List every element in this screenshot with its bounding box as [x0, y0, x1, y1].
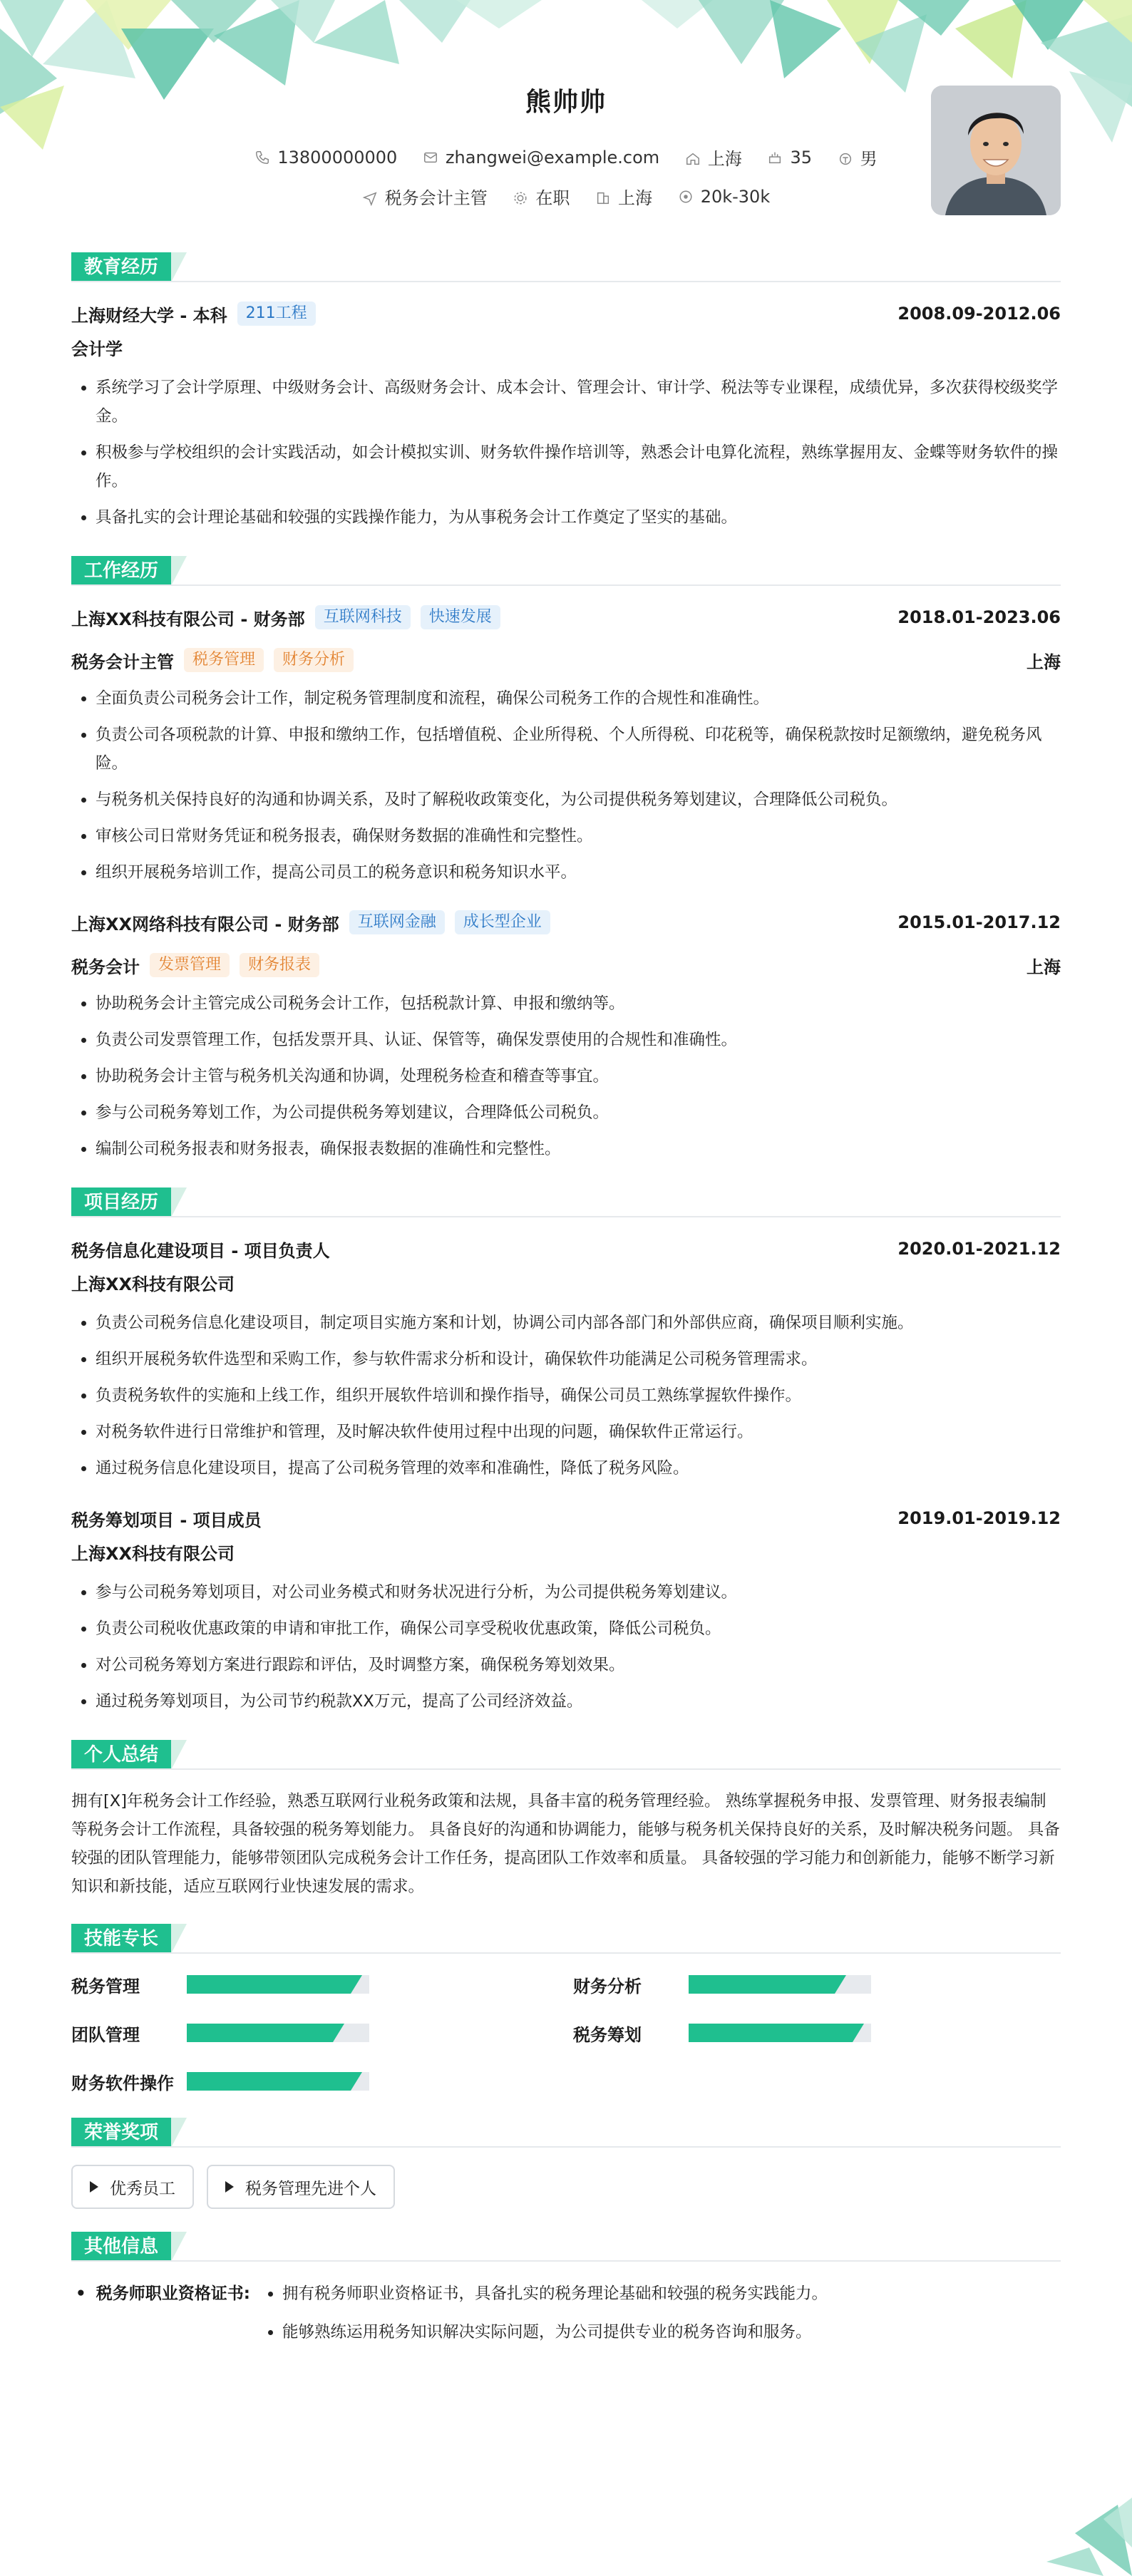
list-item: • 对公司税务筹划方案进行跟踪和评估，及时调整方案，确保税务筹划效果。 — [96, 1651, 1061, 1679]
company-tag: 互联网金融 — [349, 910, 445, 934]
gender-icon — [838, 151, 853, 167]
awards-list — [71, 2165, 1061, 2209]
education-period: 2008.09-2012.06 — [897, 304, 1061, 324]
section-title: 个人总结 — [71, 1740, 171, 1770]
list-item: • 全面负责公司税务会计工作，制定税务管理制度和流程，确保公司税务工作的合规性和准确性。 — [96, 684, 1061, 713]
work-bullets — [71, 989, 1061, 1163]
list-item: • 与税务机关保持良好的沟通和协调关系，及时了解税收政策变化，为公司提供税务筹划建议，合理降低公司税负。 — [96, 785, 1061, 814]
list-item: • 具备扎实的会计理论基础和较强的实践操作能力，为从事税务会计工作奠定了坚实的基础。 — [96, 503, 1061, 532]
project-bullets — [71, 1578, 1061, 1716]
company-tag: 快速发展 — [421, 605, 500, 629]
email-info: zhangwei@example.com — [423, 148, 659, 168]
summary-text: 拥有[X]年税务会计工作经验，熟悉互联网行业税务政策和法规，具备丰富的税务管理经验。 熟练掌握税务申报、发票管理、财务报表编制等税务会计工作流程，具备较强的税务筹划能力。 具备良好的沟通和协调能力，能够与税务机关保持良好的关系，及时解决税务问题。 具备较强的团队管理能力，能够带领团队完成税务会计工作任务，提高团队工作效率和质量。 具备较强的学习能力和创新能力，能够不断学习新知识和新技能，适应互联网行业快速发展的需求。 — [71, 1792, 1060, 1896]
work-section — [71, 553, 1061, 1163]
list-item: • 能够熟练运用税务知识解决实际问题，为公司提供专业的税务咨询和服务。 — [282, 2317, 1048, 2347]
age-info: 35 — [767, 148, 812, 168]
project-org: 上海XX科技有限公司 — [71, 1274, 235, 1294]
skills-section — [71, 1921, 1061, 2095]
list-item: • 通过税务信息化建设项目，提高了公司税务管理的效率和准确性，降低了税务风险。 — [96, 1454, 1061, 1483]
major: 会计学 — [71, 339, 123, 359]
list-item: • 负责公司发票管理工作，包括发票开具、认证、保管等，确保发票使用的合规性和准确性。 — [96, 1026, 1061, 1054]
section-header — [71, 1185, 1061, 1217]
work-entry — [71, 908, 1061, 1163]
company-tag: 互联网科技 — [315, 605, 411, 629]
list-item: • 参与公司税务筹划工作，为公司提供税务筹划建议，合理降低公司税负。 — [96, 1098, 1061, 1127]
skill-name: 税务筹划 — [573, 2024, 642, 2045]
skill-fill — [187, 2072, 351, 2091]
education-section — [71, 249, 1061, 532]
section-divider — [71, 1952, 1061, 1954]
work-period: 2018.01-2023.06 — [897, 607, 1061, 627]
section-header — [71, 1737, 1061, 1770]
skill-fill — [689, 2024, 853, 2042]
summary-section — [71, 1737, 1061, 1901]
skill-item — [573, 2019, 1061, 2046]
list-item: • 组织开展税务培训工作，提高公司员工的税务意识和税务知识水平。 — [96, 858, 1061, 887]
avatar — [931, 86, 1061, 215]
skill-fill — [187, 1975, 351, 1994]
building-icon — [595, 190, 611, 206]
section-title: 荣誉奖项 — [71, 2118, 171, 2148]
role-title: 税务会计主管 — [71, 651, 174, 672]
company-name: 上海XX科技有限公司 - 财务部 — [71, 609, 305, 629]
list-item: • 负责税务软件的实施和上线工作，组织开展软件培训和操作指导，确保公司员工熟练掌握软件操作。 — [96, 1381, 1061, 1410]
section-header — [71, 2229, 1061, 2262]
project-entry — [71, 1235, 1061, 1483]
candidate-name: 熊帅帅 — [525, 88, 607, 117]
list-item: • 协助税务会计主管与税务机关沟通和协调，处理税务检查和稽查等事宜。 — [96, 1062, 1061, 1091]
other-bullets — [264, 2279, 1048, 2356]
coin-icon — [678, 189, 694, 205]
send-icon — [362, 190, 378, 206]
education-bullets — [71, 373, 1061, 532]
skill-name: 财务软件操作 — [71, 2073, 174, 2093]
list-item: • 拥有税务师职业资格证书，具备扎实的税务理论基础和较强的税务实践能力。 — [282, 2279, 1048, 2309]
list-item: • 编制公司税务报表和财务报表，确保报表数据的准确性和完整性。 — [96, 1135, 1061, 1163]
list-item: • 积极参与学校组织的会计实践活动，如会计模拟实训、财务软件操作培训等，熟悉会计电算化流程，熟练掌握用友、金蝶等财务软件的操作。 — [96, 438, 1061, 495]
section-title: 技能专长 — [71, 1924, 171, 1954]
project-name: 税务筹划项目 - 项目成员 — [71, 1510, 262, 1530]
play-icon — [90, 2181, 98, 2193]
section-divider — [71, 281, 1061, 282]
mail-icon — [423, 150, 438, 165]
list-item: • 协助税务会计主管完成公司税务会计工作，包括税款计算、申报和缴纳等。 — [96, 989, 1061, 1018]
home-icon — [685, 151, 701, 167]
award-badge: 税务管理先进个人 — [207, 2165, 395, 2209]
hometown-info: 上海 — [685, 145, 742, 170]
phone-icon — [254, 150, 270, 165]
resume-content — [71, 249, 1061, 2376]
skill-fill — [689, 1975, 835, 1994]
skill-item — [71, 2019, 573, 2046]
list-item: • 系统学习了会计学原理、中级财务会计、高级财务会计、成本会计、管理会计、审计学、税法等专业课程，成绩优异，多次获得校级奖学金。 — [96, 373, 1061, 431]
work-location: 上海 — [1026, 651, 1061, 672]
list-item: • 参与公司税务筹划项目，对公司业务模式和财务状况进行分析，为公司提供税务筹划建议。 — [96, 1578, 1061, 1607]
projects-section — [71, 1185, 1061, 1716]
education-entry — [71, 299, 1061, 532]
skill-item — [71, 1971, 573, 1998]
section-divider — [71, 2146, 1061, 2148]
skill-tag: 财务分析 — [274, 648, 354, 672]
skill-item — [573, 1971, 1061, 1998]
phone-info: 13800000000 — [254, 148, 397, 168]
school-name: 上海财经大学 - 本科 — [71, 305, 227, 326]
skill-tag: 税务管理 — [184, 648, 264, 672]
skill-bar — [187, 2072, 369, 2091]
section-header — [71, 1921, 1061, 1954]
skill-tag: 发票管理 — [150, 953, 230, 977]
company-tag: 成长型企业 — [455, 910, 550, 934]
work-location: 上海 — [1026, 957, 1061, 977]
salary-info: 20k-30k — [678, 187, 771, 207]
skill-item — [71, 2068, 573, 2095]
award-badge: 优秀员工 — [71, 2165, 194, 2209]
section-divider — [71, 1216, 1061, 1217]
list-item: • 组织开展税务软件选型和采购工作，参与软件需求分析和设计，确保软件功能满足公司税务管理需求。 — [96, 1345, 1061, 1374]
skill-bar — [187, 1975, 369, 1994]
skill-name: 财务分析 — [573, 1976, 642, 1997]
section-divider — [71, 1768, 1061, 1770]
project-period: 2020.01-2021.12 — [897, 1239, 1061, 1259]
skill-tag: 财务报表 — [240, 953, 319, 977]
list-item: • 对税务软件进行日常维护和管理，及时解决软件使用过程中出现的问题，确保软件正常运行。 — [96, 1418, 1061, 1446]
section-divider — [71, 2260, 1061, 2262]
awards-section — [71, 2115, 1061, 2209]
city-info: 上海 — [595, 184, 652, 209]
skill-fill — [187, 2024, 333, 2042]
skill-bar — [187, 2024, 369, 2042]
work-entry — [71, 603, 1061, 887]
section-title: 工作经历 — [71, 556, 171, 586]
skill-bar — [689, 1975, 871, 1994]
project-entry — [71, 1504, 1061, 1716]
other-label: • 税务师职业资格证书: — [71, 2279, 264, 2356]
corner-decoration — [1032, 2476, 1132, 2576]
avatar-photo — [931, 86, 1061, 215]
project-org: 上海XX科技有限公司 — [71, 1544, 235, 1564]
play-icon — [225, 2181, 234, 2193]
project-name: 税务信息化建设项目 - 项目负责人 — [71, 1240, 330, 1261]
gender-info: 男 — [838, 145, 878, 170]
status-info: 在职 — [513, 184, 570, 209]
list-item: • 负责公司税务信息化建设项目，制定项目实施方案和计划，协调公司内部各部门和外部供应商，确保项目顺利实施。 — [96, 1309, 1061, 1337]
section-header — [71, 249, 1061, 282]
work-bullets — [71, 684, 1061, 887]
skill-bar — [689, 2024, 871, 2042]
cake-icon — [767, 150, 783, 165]
other-info — [71, 2279, 1061, 2356]
skills-grid — [71, 1971, 1061, 2095]
skill-name: 税务管理 — [71, 1976, 140, 1997]
project-period: 2019.01-2019.12 — [897, 1508, 1061, 1528]
section-divider — [71, 584, 1061, 586]
section-title: 项目经历 — [71, 1187, 171, 1217]
section-title: 教育经历 — [71, 252, 171, 282]
other-section — [71, 2229, 1061, 2356]
gear-icon — [513, 190, 528, 206]
section-header — [71, 2115, 1061, 2148]
company-name: 上海XX网络科技有限公司 - 财务部 — [71, 914, 339, 934]
role-title: 税务会计 — [71, 957, 140, 977]
section-title: 其他信息 — [71, 2232, 171, 2262]
list-item: • 负责公司税收优惠政策的申请和审批工作，确保公司享受税收优惠政策，降低公司税负。 — [96, 1614, 1061, 1643]
skill-name: 团队管理 — [71, 2024, 140, 2045]
section-header — [71, 553, 1061, 586]
school-tag: 211工程 — [237, 302, 316, 326]
job-title-info: 税务会计主管 — [362, 184, 488, 209]
list-item: • 负责公司各项税款的计算、申报和缴纳工作，包括增值税、企业所得税、个人所得税、印花税等，确保税款按时足额缴纳，避免税务风险。 — [96, 721, 1061, 778]
project-bullets — [71, 1309, 1061, 1483]
work-period: 2015.01-2017.12 — [897, 912, 1061, 932]
list-item: • 审核公司日常财务凭证和税务报表，确保财务数据的准确性和完整性。 — [96, 822, 1061, 850]
list-item: • 通过税务筹划项目，为公司节约税款XX万元，提高了公司经济效益。 — [96, 1687, 1061, 1716]
